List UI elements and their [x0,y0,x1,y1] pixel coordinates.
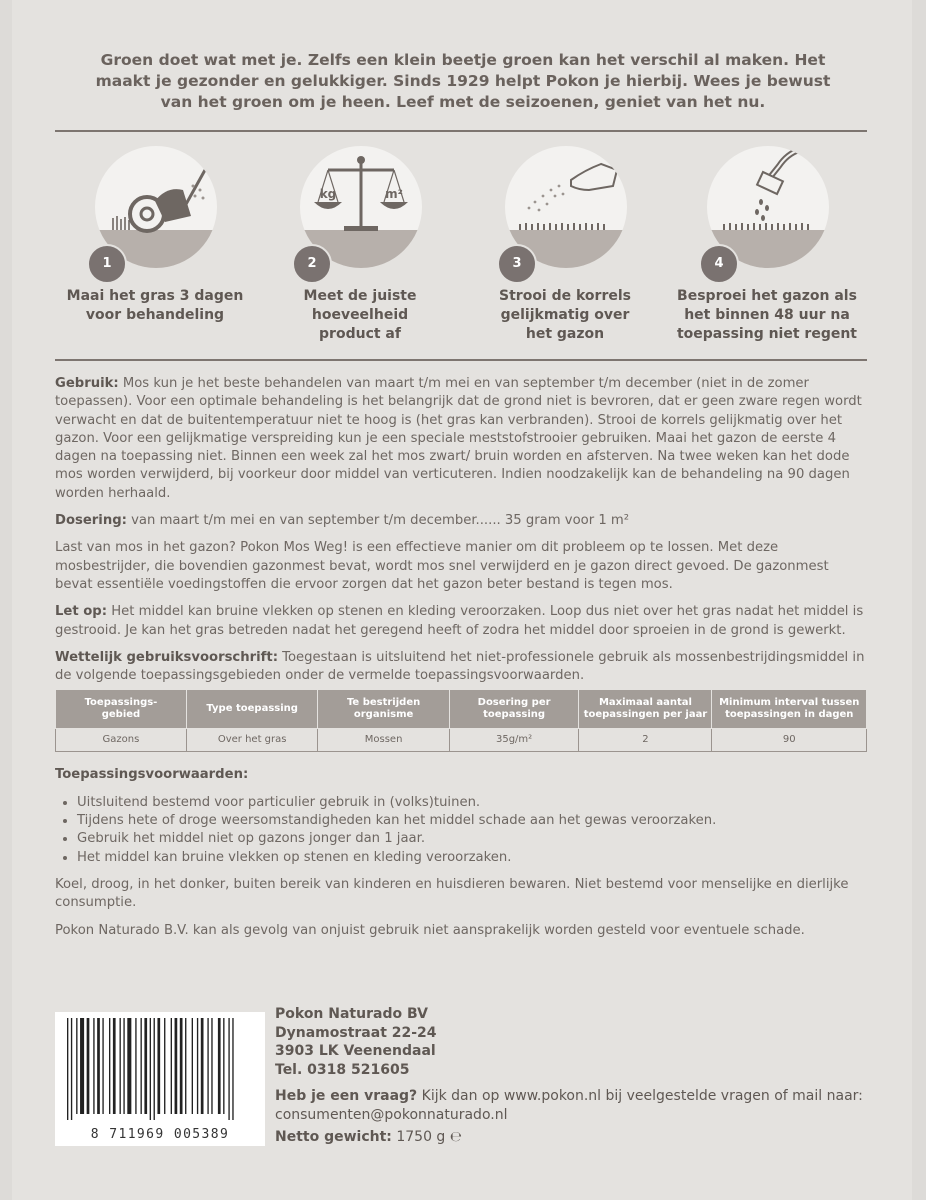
table-cell: Mossen [318,729,449,752]
estimated-sign-icon: ℮ [449,1129,462,1145]
instruction-steps [55,140,867,350]
net-weight-label: Netto gewicht: [275,1129,392,1145]
usage-label: Gebruik: [55,376,119,391]
barcode-bar [218,1018,221,1114]
barcode-bar [223,1018,224,1114]
company-street: Dynamostraat 22-24 [275,1024,437,1041]
conditions-title: Toepassingsvoorwaarden: [55,767,249,783]
company-city: 3903 LK Veenendaal [275,1043,436,1059]
contact-block [275,1005,875,1147]
barcode-bar [144,1018,147,1114]
barcode-bar [102,1018,103,1114]
warning-label: Let op: [55,604,108,620]
legal-text: Toegestaan is uitsluitend het niet-professionele gebruik als mossenbestrijdingsmiddel in de volgende toepassingsgebieden onder de vermelde toepassingsvoorwaarden. [55,649,865,684]
list-item: • Gebruik het middel niet op gazons jonger dan 1 jaar. [77,830,867,848]
barcode-bar [113,1018,116,1114]
table-cell: Over het gras [186,729,318,752]
intro-text: Groen doet wat met je. Zelfs een klein beetje groen kan het verschil al maken. Het maakt je gezonder en gelukkiger. Sinds 1929 helpt Pokon je hierbij. Wees je bewust van het groen om je heen. Leef met de seizoenen, geniet van het nu. [95,51,831,111]
barcode-bar [127,1018,131,1114]
company-name: Pokon Naturado BV [275,1006,428,1022]
barcode-bar [175,1018,178,1114]
list-item: • Tijdens hete of droge weersomstandigheden kan het middel schade aan het gewas veroorzaken. [77,812,867,830]
table-header: Maximaal aantal toepassingen per jaar [579,690,712,729]
dosage-label: Dosering: [55,513,127,529]
dosage-paragraph [55,512,867,530]
barcode-bar [185,1018,186,1114]
instructions-body [55,375,867,949]
conditions-list [55,794,867,867]
dosage-text: van maart t/m mei en van september t/m december...... 35 gram voor 1 m² [126,513,630,529]
contact-label: Heb je een vraag? [275,1088,418,1104]
barcode-bar [67,1018,68,1120]
barcode-bar [71,1018,72,1120]
barcode-bar [80,1018,84,1114]
barcode-bar [228,1018,229,1120]
table-header: Minimum interval tussen toepassingen in dagen [712,690,867,729]
barcode-bar [157,1018,160,1114]
barcode-bar [207,1018,208,1114]
barcode-bar [97,1018,100,1114]
description-paragraph: Last van mos in het gazon? Pokon Mos Weg! is een effectieve manier om dit probleem op te lossen. Met deze mosbestrijder, die bovendien gazonmest bevat, wordt mos snel verwijderd en je gazon direct gevoed. De gazonmest bevat essentiële voedingstoffen die ervoor zorgen dat het gazon beter bestand is tegen mos. [55,540,829,592]
net-weight [275,1128,875,1147]
barcode-bar [201,1018,204,1114]
barcode-bar [211,1018,212,1114]
svg-text:kg: kg [319,187,337,201]
barcode-bar [192,1018,193,1114]
table-row [56,729,867,752]
step-3 [465,140,665,350]
barcode-bar [180,1018,183,1114]
step-1 [55,140,255,350]
step-number-2: 2 [292,244,332,284]
step-number-3: 3 [497,244,537,284]
step-4 [667,140,867,350]
list-item: • Het middel kan bruine vlekken op stenen en kleding veroorzaken. [77,849,867,867]
table-cell: Gazons [56,729,187,752]
barcode-bar [87,1018,90,1114]
table-header: Toepassings- gebied [56,690,187,729]
barcode-bar [232,1018,233,1120]
step-caption-1: Maai het gras 3 dagen voor behandeling [66,288,244,323]
step-caption-4: Besproei het gazon als het binnen 48 uur na toepassing niet regent [676,288,857,342]
barcode-bar [197,1018,198,1114]
barcode-bar [154,1018,155,1120]
contact-text: Kijk dan op www.pokon.nl bij veelgestelde vragen of mail naar: consumenten@pokonnaturado.nl [275,1088,863,1123]
barcode-bar [141,1018,142,1114]
barcode-bar [150,1018,151,1120]
warning-text: Het middel kan bruine vlekken op stenen en kleding veroorzaken. Loop dus niet over het gras nadat het middel is gestrooid. Je kan het gras betreden nadat het geregend heeft of zodra het middel door sproeien in de grond is gewerkt. [55,604,864,638]
barcode [55,1012,265,1146]
barcode-bars [65,1018,255,1120]
storage-paragraph: Koel, droog, in het donker, buiten bereik van kinderen en huisdieren bewaren. Niet bestemd voor menselijke en dierlijke consumptie. [55,876,849,911]
table-header: Dosering per toepassing [449,690,579,729]
table-cell: 90 [712,729,867,752]
list-item: • Uitsluitend bestemd voor particulier gebruik in (volks)tuinen. [77,794,867,812]
step-number-1: 1 [87,244,127,284]
barcode-bar [123,1018,124,1114]
step-caption-2: Meet de juiste hoeveelheid product af [303,288,417,342]
step-caption-3: Strooi de korrels gelijkmatig over het gazon [499,288,631,342]
warning-paragraph [55,603,867,640]
application-table [55,689,867,752]
barcode-bar [135,1018,136,1114]
barcode-bar [171,1018,172,1114]
svg-text:m²: m² [385,187,403,201]
net-weight-value: 1750 g [391,1129,446,1145]
barcode-bar [109,1018,110,1114]
divider-top [55,130,867,132]
barcode-bar [164,1018,165,1114]
table-header: Te bestrijden organisme [318,690,449,729]
barcode-number: 8 711969 005389 [90,1127,230,1142]
table-cell: 35g/m² [449,729,579,752]
table-header-row [56,690,867,729]
legal-label: Wettelijk gebruiksvoorschrift: [55,649,278,665]
legal-paragraph [55,649,867,686]
liability-paragraph: Pokon Naturado B.V. kan als gevolg van onjuist gebruik niet aansprakelijk worden gesteld voor eventuele schade. [55,922,805,938]
usage-paragraph [55,375,867,503]
barcode-bar [76,1018,77,1114]
company-phone: Tel. 0318 521605 [275,1061,410,1078]
usage-text: Mos kun je het beste behandelen van maart t/m mei en van september t/m december (niet in de zomer toepassen). Voor een optimale behandeling is het belangrijk dat de grond niet is bevroren, dat er geen zware regen wordt verwacht en dat de buitentemperatuur niet te hoog is (het gras kan verbranden). Strooi de korrels gelijkmatig over het gazon. Voor een gelijkmatige verspreiding kun je een speciale meststofstrooier gebruiken. Maai het gazon de eerste 4 dagen na toepassing niet. Binnen een week zal het mos zwart/ bruin worden en afsterven. Na twee weken kan het dode mos worden verwijderd, bij voorkeur door middel van verticuteren. Indien noodzakelijk kan de behandeling na 90 dagen worden herhaald. [55,376,862,501]
step-2 [260,140,460,350]
contact-question [275,1087,875,1124]
table-header: Type toepassing [186,690,318,729]
step-number-4: 4 [699,244,739,284]
table-cell: 2 [579,729,712,752]
divider-middle [55,359,867,361]
barcode-bar [120,1018,121,1114]
barcode-bar [93,1018,94,1114]
